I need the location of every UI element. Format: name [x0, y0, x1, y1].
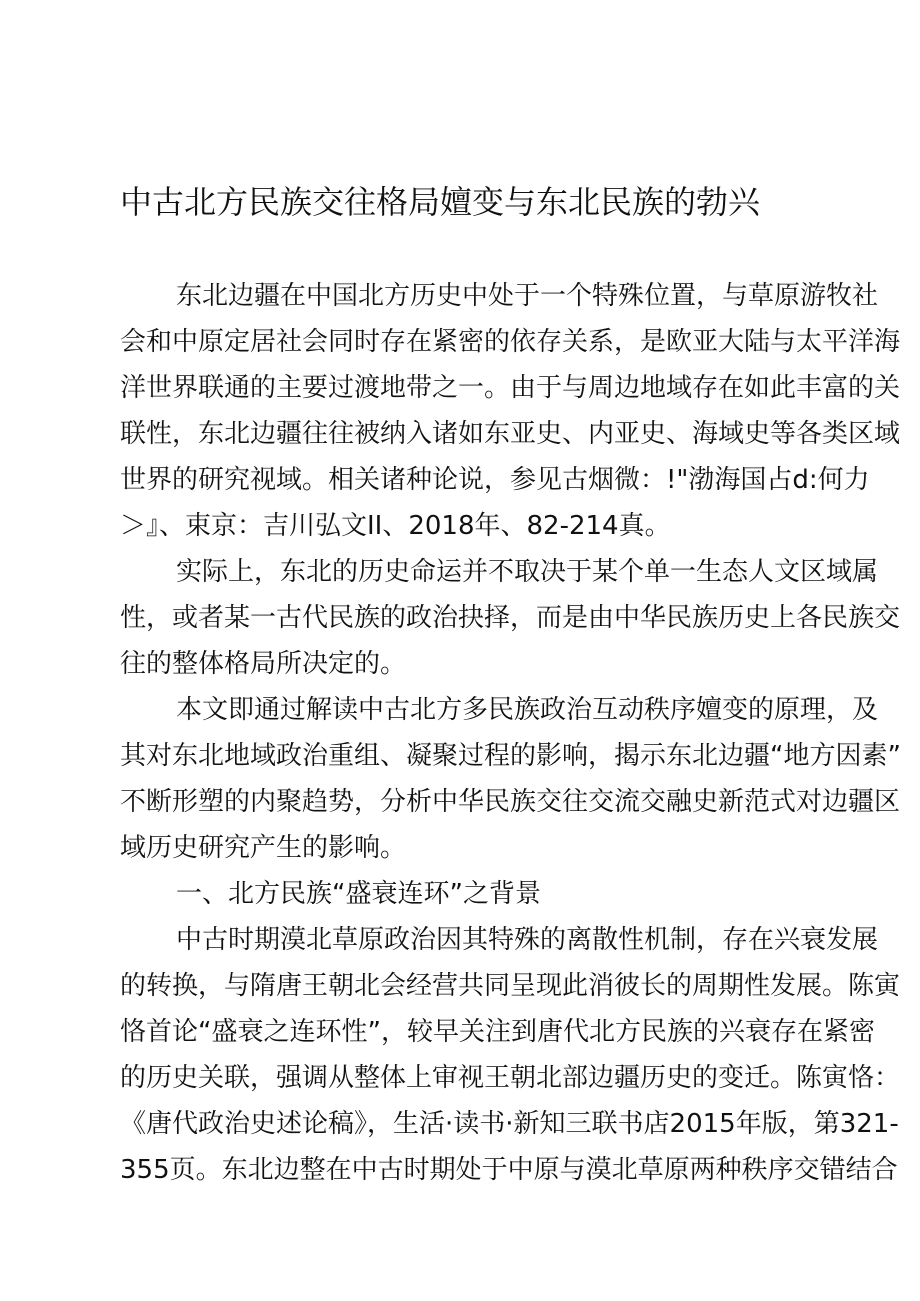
- paragraph-2-line-3: 往的整体格局所决定的。: [120, 649, 407, 679]
- paragraph-1-line-3: 洋世界联通的主要过渡地带之一。由于与周边地域存在如此丰富的关: [120, 373, 901, 403]
- paragraph-1-line-4: 联性，东北边疆往往被纳入诸如东亚史、内亚史、海域史等各类区域: [120, 419, 901, 449]
- paragraph-1-line-6: ＞』、束京：吉川弘文II、2018年、82-214真。: [120, 511, 671, 541]
- paragraph-3-line-4: 域历史研究产生的影响。: [120, 833, 407, 863]
- paragraph-4-line-2: 的转换，与隋唐王朝北会经营共同呈现此消彼长的周期性发展。陈寅: [120, 971, 901, 1001]
- paragraph-2-line-2: 性，或者某一古代民族的政治抉择，而是由中华民族历史上各民族交: [120, 603, 901, 633]
- paragraph-1-line-1: 东北边疆在中国北方历史中处于一个特殊位置，与草原游牧社: [176, 281, 879, 311]
- paragraph-4-line-5: 《唐代政治史述论稿》，生活·读书·新知三联书店2015年版，第321-: [120, 1109, 899, 1139]
- paragraph-2-line-1: 实际上，东北的历史命运并不取决于某个单一生态人文区域属: [176, 557, 879, 587]
- paragraph-4-line-1: 中古时期漠北草原政治因其特殊的离散性机制，存在兴衰发展: [176, 925, 879, 955]
- paragraph-1-line-5: 世界的研究视域。相关诸种论说，参见古烟微：!"渤海国占d:何力: [120, 465, 870, 495]
- paragraph-1-line-2: 会和中原定居社会同时存在紧密的依存关系，是欧亚大陆与太平洋海: [120, 327, 901, 357]
- paragraph-4-line-4: 的历史关联，强调从整体上审视王朝北部边疆历史的变迁。陈寅恪：: [120, 1063, 901, 1093]
- paragraph-3-line-3: 不断形塑的内聚趋势，分析中华民族交往交流交融史新范式对边疆区: [120, 787, 901, 817]
- paragraph-3-line-2: 其对东北地域政治重组、凝聚过程的影响，揭示东北边疆“地方因素”: [120, 741, 901, 771]
- document-title: 中古北方民族交往格局嬗变与东北民族的勃兴: [120, 183, 761, 221]
- paragraph-4-line-3: 恪首论“盛衰之连环性”，较早关注到唐代北方民族的兴衰存在紧密: [120, 1017, 875, 1047]
- document-body: [120, 273, 901, 1193]
- paragraph-3-line-1: 本文即通过解读中古北方多民族政治互动秩序嬗变的原理，及: [176, 695, 879, 725]
- paragraph-4-line-6: 355页。东北边整在中古时期处于中原与漠北草原两种秩序交错结合: [120, 1155, 898, 1185]
- section-heading: 一、北方民族“盛衰连环”之背景: [176, 879, 541, 909]
